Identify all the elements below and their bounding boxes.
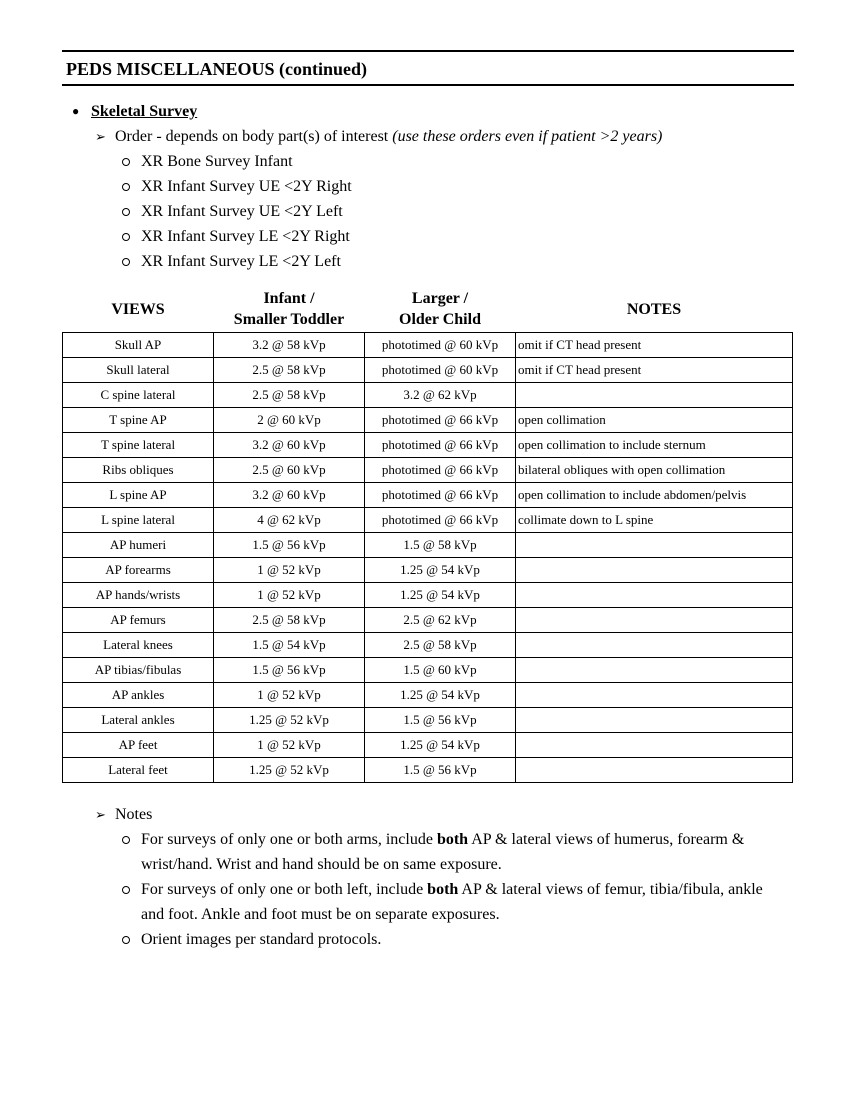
- order-italic-note: (use these orders even if patient >2 years): [392, 128, 663, 145]
- exposure-table: [62, 286, 793, 783]
- cell-view: AP feet: [63, 733, 214, 758]
- cell-larger: phototimed @ 66 kVp: [365, 458, 516, 483]
- note-text-before: Orient images per standard protocols.: [141, 931, 382, 948]
- table-row: [63, 458, 793, 483]
- table-row: [63, 658, 793, 683]
- table-row: [63, 433, 793, 458]
- cell-view: T spine AP: [63, 408, 214, 433]
- cell-view: AP forearms: [63, 558, 214, 583]
- cell-note: [516, 658, 793, 683]
- cell-note: [516, 558, 793, 583]
- cell-infant: 2.5 @ 58 kVp: [214, 358, 365, 383]
- circle-bullet-icon: [122, 158, 130, 166]
- cell-larger: 1.5 @ 58 kVp: [365, 533, 516, 558]
- note-item: [141, 877, 781, 927]
- cell-larger: phototimed @ 66 kVp: [365, 433, 516, 458]
- cell-view: L spine lateral: [63, 508, 214, 533]
- order-item: XR Infant Survey UE <2Y Left: [141, 203, 343, 220]
- header-infant: [214, 286, 365, 333]
- cell-infant: 4 @ 62 kVp: [214, 508, 365, 533]
- note-text-bold: both: [427, 881, 459, 898]
- table-row: [63, 508, 793, 533]
- cell-note: open collimation to include sternum: [516, 433, 793, 458]
- order-line: [115, 127, 662, 147]
- cell-note: open collimation: [516, 408, 793, 433]
- header-infant-line1: Infant /: [263, 290, 315, 307]
- cell-infant: 3.2 @ 58 kVp: [214, 333, 365, 358]
- cell-larger: 1.5 @ 56 kVp: [365, 758, 516, 783]
- header-notes: NOTES: [626, 300, 682, 318]
- cell-view: T spine lateral: [63, 433, 214, 458]
- cell-view: Ribs obliques: [63, 458, 214, 483]
- note-item: [141, 827, 781, 877]
- cell-infant: 2 @ 60 kVp: [214, 408, 365, 433]
- table-row: [63, 483, 793, 508]
- cell-note: [516, 633, 793, 658]
- cell-larger: 2.5 @ 58 kVp: [365, 633, 516, 658]
- cell-view: Skull AP: [63, 333, 214, 358]
- cell-infant: 1 @ 52 kVp: [214, 558, 365, 583]
- table-row: [63, 683, 793, 708]
- section-heading: Skeletal Survey: [91, 103, 198, 120]
- note-item: [141, 927, 781, 952]
- table-row: [63, 383, 793, 408]
- cell-infant: 1 @ 52 kVp: [214, 583, 365, 608]
- cell-note: bilateral obliques with open collimation: [516, 458, 793, 483]
- cell-note: omit if CT head present: [516, 333, 793, 358]
- table-row: [63, 333, 793, 358]
- circle-bullet-icon: [122, 233, 130, 241]
- cell-infant: 3.2 @ 60 kVp: [214, 483, 365, 508]
- cell-note: [516, 683, 793, 708]
- table-row: [63, 633, 793, 658]
- note-text-after: AP & lateral views of femur, tibia/fibula, ankle and foot. Ankle and foot must be on separate exposures.: [141, 881, 763, 923]
- cell-view: AP hands/wrists: [63, 583, 214, 608]
- order-item: XR Infant Survey UE <2Y Right: [141, 178, 352, 195]
- circle-bullet-icon: [122, 258, 130, 266]
- cell-view: Skull lateral: [63, 358, 214, 383]
- table-row: [63, 758, 793, 783]
- title-underline-rule: [62, 84, 794, 86]
- notes-label: Notes: [115, 806, 153, 823]
- cell-view: L spine AP: [63, 483, 214, 508]
- cell-larger: 1.25 @ 54 kVp: [365, 733, 516, 758]
- cell-note: [516, 583, 793, 608]
- cell-larger: 3.2 @ 62 kVp: [365, 383, 516, 408]
- header-larger-line2: Older Child: [399, 311, 481, 328]
- cell-larger: 1.5 @ 60 kVp: [365, 658, 516, 683]
- circle-bullet-icon: [122, 886, 130, 894]
- cell-note: open collimation to include abdomen/pelvis: [516, 483, 793, 508]
- cell-infant: 2.5 @ 58 kVp: [214, 383, 365, 408]
- note-text-before: For surveys of only one or both left, include: [141, 881, 428, 898]
- cell-note: omit if CT head present: [516, 358, 793, 383]
- table-row: [63, 358, 793, 383]
- cell-infant: 1.25 @ 52 kVp: [214, 708, 365, 733]
- note-text-before: For surveys of only one or both arms, include: [141, 831, 437, 848]
- order-item: XR Bone Survey Infant: [141, 153, 293, 170]
- order-item: XR Infant Survey LE <2Y Left: [141, 253, 341, 270]
- cell-larger: phototimed @ 66 kVp: [365, 483, 516, 508]
- note-text-bold: both: [436, 831, 469, 848]
- cell-infant: 1 @ 52 kVp: [214, 733, 365, 758]
- table-row: [63, 608, 793, 633]
- header-larger: [365, 286, 516, 333]
- cell-infant: 2.5 @ 58 kVp: [214, 608, 365, 633]
- cell-view: Lateral feet: [63, 758, 214, 783]
- cell-view: Lateral ankles: [63, 708, 214, 733]
- cell-infant: 1.25 @ 52 kVp: [214, 758, 365, 783]
- order-text: Order - depends on body part(s) of interest: [115, 128, 389, 145]
- page-title: PEDS MISCELLANEOUS (continued): [66, 59, 368, 79]
- table-row: [63, 558, 793, 583]
- cell-infant: 3.2 @ 60 kVp: [214, 433, 365, 458]
- arrow-bullet-icon: ➢: [95, 807, 106, 822]
- cell-view: AP femurs: [63, 608, 214, 633]
- cell-larger: 1.5 @ 56 kVp: [365, 708, 516, 733]
- cell-note: [516, 758, 793, 783]
- table-row: [63, 533, 793, 558]
- cell-note: [516, 733, 793, 758]
- table-row: [63, 583, 793, 608]
- header-larger-line1: Larger /: [411, 290, 469, 307]
- circle-bullet-icon: [122, 836, 130, 844]
- header-infant-line2: Smaller Toddler: [233, 311, 345, 328]
- cell-larger: 2.5 @ 62 kVp: [365, 608, 516, 633]
- cell-infant: 2.5 @ 60 kVp: [214, 458, 365, 483]
- cell-infant: 1.5 @ 54 kVp: [214, 633, 365, 658]
- cell-larger: phototimed @ 66 kVp: [365, 408, 516, 433]
- cell-view: AP ankles: [63, 683, 214, 708]
- cell-larger: 1.25 @ 54 kVp: [365, 683, 516, 708]
- cell-infant: 1.5 @ 56 kVp: [214, 658, 365, 683]
- cell-infant: 1 @ 52 kVp: [214, 683, 365, 708]
- cell-view: Lateral knees: [63, 633, 214, 658]
- order-item: XR Infant Survey LE <2Y Right: [141, 228, 350, 245]
- cell-larger: phototimed @ 66 kVp: [365, 508, 516, 533]
- header-views: VIEWS: [111, 300, 165, 318]
- circle-bullet-icon: [122, 183, 130, 191]
- circle-bullet-icon: [122, 936, 130, 944]
- cell-view: AP humeri: [63, 533, 214, 558]
- bullet-icon: ●: [72, 104, 80, 118]
- table-row: [63, 733, 793, 758]
- cell-note: [516, 708, 793, 733]
- top-rule: [62, 50, 794, 52]
- note-text-after: AP & lateral views of humerus, forearm & wrist/hand. Wrist and hand should be on same exposure.: [141, 831, 745, 873]
- cell-larger: 1.25 @ 54 kVp: [365, 558, 516, 583]
- cell-larger: 1.25 @ 54 kVp: [365, 583, 516, 608]
- cell-note: [516, 533, 793, 558]
- cell-note: collimate down to L spine: [516, 508, 793, 533]
- cell-larger: phototimed @ 60 kVp: [365, 333, 516, 358]
- arrow-bullet-icon: ➢: [95, 129, 106, 144]
- table-row: [63, 708, 793, 733]
- cell-view: C spine lateral: [63, 383, 214, 408]
- cell-larger: phototimed @ 60 kVp: [365, 358, 516, 383]
- table-header-row: [63, 286, 793, 333]
- cell-note: [516, 608, 793, 633]
- cell-note: [516, 383, 793, 408]
- table-row: [63, 408, 793, 433]
- cell-infant: 1.5 @ 56 kVp: [214, 533, 365, 558]
- circle-bullet-icon: [122, 208, 130, 216]
- cell-view: AP tibias/fibulas: [63, 658, 214, 683]
